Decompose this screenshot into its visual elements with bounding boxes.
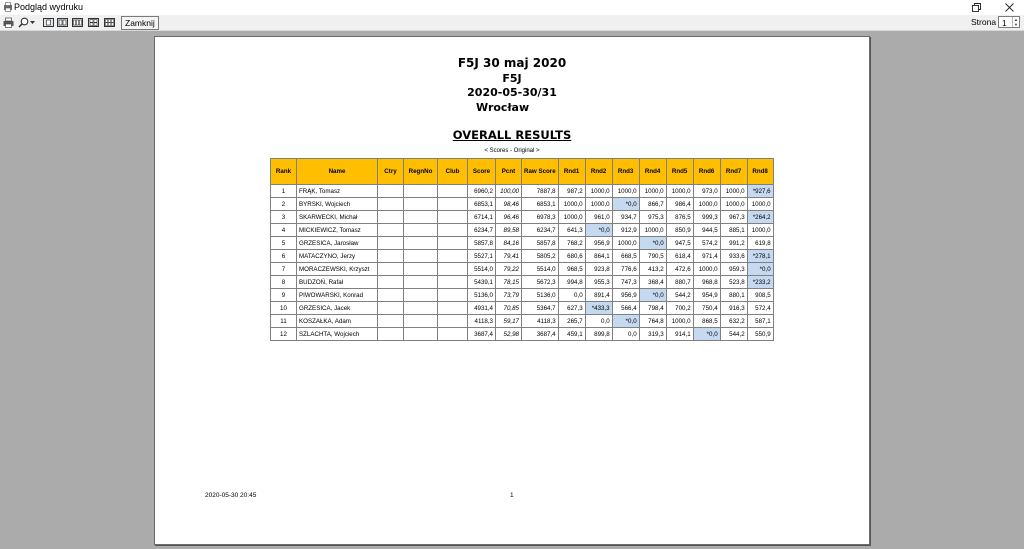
one-page-button[interactable]: [42, 16, 54, 29]
raw-score-cell: 5514,0: [522, 263, 559, 276]
score-cell: 6714,1: [468, 211, 496, 224]
round-6-cell: 973,0: [693, 185, 720, 198]
table-row: [271, 276, 774, 289]
club-cell: [438, 328, 468, 341]
scores-subtitle: < Scores - Original >: [484, 148, 540, 154]
three-pages-icon: [72, 17, 83, 28]
name-cell: BUDZOŃ, Rafał: [297, 276, 378, 289]
round-3-cell: *0,0: [612, 315, 639, 328]
raw-score-cell: 6978,3: [522, 211, 559, 224]
regno-cell: [404, 328, 438, 341]
round-3-cell: 776,6: [612, 263, 639, 276]
country-cell: [378, 263, 404, 276]
country-cell: [378, 302, 404, 315]
raw-score-cell: 5364,7: [522, 302, 559, 315]
round-1-cell: 0,0: [558, 289, 585, 302]
rank-cell: 4: [271, 224, 297, 237]
raw-score-cell: 7887,8: [522, 185, 559, 198]
two-pages-icon: [57, 17, 68, 28]
club-cell: [438, 289, 468, 302]
club-cell: [438, 185, 468, 198]
round-1-cell: 987,2: [558, 185, 585, 198]
regno-cell: [404, 302, 438, 315]
round-1-cell: 459,1: [558, 328, 585, 341]
score-cell: 4931,4: [468, 302, 496, 315]
round-6-cell: 750,4: [693, 302, 720, 315]
column-header: Score: [468, 159, 496, 185]
page-number-value: 1: [1002, 18, 1007, 28]
country-cell: [378, 250, 404, 263]
club-cell: [438, 263, 468, 276]
results-table: [270, 158, 774, 341]
country-cell: [378, 328, 404, 341]
close-icon: [1005, 3, 1014, 12]
round-3-cell: 668,5: [612, 250, 639, 263]
round-1-cell: 768,2: [558, 237, 585, 250]
round-6-cell: 954,9: [693, 289, 720, 302]
name-cell: SKARWECKI, Michał: [297, 211, 378, 224]
rank-cell: 3: [271, 211, 297, 224]
round-2-cell: 899,8: [585, 328, 612, 341]
round-3-cell: 934,7: [612, 211, 639, 224]
name-cell: MICKIEWICZ, Tomasz: [297, 224, 378, 237]
club-cell: [438, 211, 468, 224]
rank-cell: 7: [271, 263, 297, 276]
round-5-cell: 544,2: [666, 289, 693, 302]
round-1-cell: 680,6: [558, 250, 585, 263]
round-5-cell: 947,5: [666, 237, 693, 250]
column-header: Raw Score: [522, 159, 559, 185]
rank-cell: 11: [271, 315, 297, 328]
raw-score-cell: 4118,3: [522, 315, 559, 328]
score-cell: 5439,1: [468, 276, 496, 289]
round-5-cell: 618,4: [666, 250, 693, 263]
table-row: [271, 198, 774, 211]
round-3-cell: *0,0: [612, 198, 639, 211]
regno-cell: [404, 211, 438, 224]
report-venue: Wrocław: [476, 101, 530, 114]
score-cell: 6960,2: [468, 185, 496, 198]
four-pages-icon: [88, 17, 99, 28]
round-5-cell: 700,2: [666, 302, 693, 315]
footer-datetime: 2020-05-30 20:45: [205, 492, 257, 499]
round-7-cell: 1000,0: [720, 198, 747, 211]
club-cell: [438, 302, 468, 315]
round-2-cell: *0,0: [585, 224, 612, 237]
column-header: Rank: [271, 159, 297, 185]
name-cell: MATACZYNO, Jerzy: [297, 250, 378, 263]
report-class: F5J: [502, 72, 522, 85]
percent-cell: 79,41: [496, 250, 522, 263]
close-window-button[interactable]: [995, 0, 1023, 15]
column-header: Rnd5: [666, 159, 693, 185]
table-row: [271, 302, 774, 315]
round-5-cell: 876,5: [666, 211, 693, 224]
name-cell: BYRSKI, Wojciech: [297, 198, 378, 211]
report-title: F5J 30 maj 2020: [457, 56, 567, 70]
name-cell: SZLACHTA, Wojciech: [297, 328, 378, 341]
percent-cell: 52,98: [496, 328, 522, 341]
rank-cell: 12: [271, 328, 297, 341]
column-header: Rnd7: [720, 159, 747, 185]
percent-cell: 78,15: [496, 276, 522, 289]
country-cell: [378, 224, 404, 237]
round-8-cell: *927,6: [747, 185, 773, 198]
round-8-cell: 908,5: [747, 289, 773, 302]
club-cell: [438, 237, 468, 250]
name-cell: MORACZEWSKI, Krzyszt: [297, 263, 378, 276]
raw-score-cell: 5672,3: [522, 276, 559, 289]
name-cell: FRĄK, Tomasz: [297, 185, 378, 198]
rank-cell: 10: [271, 302, 297, 315]
round-1-cell: 968,5: [558, 263, 585, 276]
column-header: Name: [297, 159, 378, 185]
round-8-cell: 1000,0: [747, 198, 773, 211]
column-header: Rnd1: [558, 159, 585, 185]
restore-button[interactable]: [962, 0, 990, 15]
round-1-cell: 994,8: [558, 276, 585, 289]
round-4-cell: 790,5: [639, 250, 666, 263]
round-2-cell: 1000,0: [585, 185, 612, 198]
round-3-cell: 956,9: [612, 289, 639, 302]
rank-cell: 5: [271, 237, 297, 250]
club-cell: [438, 315, 468, 328]
round-5-cell: 850,9: [666, 224, 693, 237]
rank-cell: 6: [271, 250, 297, 263]
table-row: [271, 237, 774, 250]
round-8-cell: 550,9: [747, 328, 773, 341]
table-row: [271, 315, 774, 328]
round-8-cell: 572,4: [747, 302, 773, 315]
round-7-cell: 544,2: [720, 328, 747, 341]
round-6-cell: 868,5: [693, 315, 720, 328]
table-row: [271, 185, 774, 198]
preview-page: [154, 36, 870, 545]
percent-cell: 96,46: [496, 211, 522, 224]
two-pages-button[interactable]: [56, 16, 68, 29]
rank-cell: 2: [271, 198, 297, 211]
round-7-cell: 933,6: [720, 250, 747, 263]
name-cell: PIWOWARSKI, Konrad: [297, 289, 378, 302]
round-4-cell: 798,4: [639, 302, 666, 315]
page-label: Strona: [971, 17, 997, 27]
regno-cell: [404, 263, 438, 276]
country-cell: [378, 315, 404, 328]
score-cell: 6853,1: [468, 198, 496, 211]
round-1-cell: 1000,0: [558, 211, 585, 224]
report-dates: 2020-05-30/31: [467, 86, 557, 99]
column-header: Rnd4: [639, 159, 666, 185]
round-7-cell: 916,3: [720, 302, 747, 315]
percent-cell: 73,79: [496, 289, 522, 302]
round-7-cell: 991,2: [720, 237, 747, 250]
percent-cell: 70,85: [496, 302, 522, 315]
three-pages-button[interactable]: [71, 16, 83, 29]
score-cell: 3687,4: [468, 328, 496, 341]
regno-cell: [404, 250, 438, 263]
rank-cell: 9: [271, 289, 297, 302]
regno-cell: [404, 224, 438, 237]
country-cell: [378, 198, 404, 211]
raw-score-cell: 3687,4: [522, 328, 559, 341]
round-5-cell: 1000,0: [666, 315, 693, 328]
round-8-cell: *278,1: [747, 250, 773, 263]
round-2-cell: 1000,0: [585, 198, 612, 211]
regno-cell: [404, 185, 438, 198]
regno-cell: [404, 198, 438, 211]
round-3-cell: 912,9: [612, 224, 639, 237]
round-7-cell: 959,3: [720, 263, 747, 276]
column-header: Rnd2: [585, 159, 612, 185]
round-5-cell: 914,1: [666, 328, 693, 341]
country-cell: [378, 276, 404, 289]
rank-cell: 1: [271, 185, 297, 198]
regno-cell: [404, 237, 438, 250]
column-header: Rnd8: [747, 159, 773, 185]
six-pages-icon: [104, 17, 115, 28]
round-2-cell: 0,0: [585, 315, 612, 328]
preview-toolbar: [0, 15, 1024, 31]
regno-cell: [404, 276, 438, 289]
round-2-cell: 923,8: [585, 263, 612, 276]
column-header: Rnd6: [693, 159, 720, 185]
round-7-cell: 523,8: [720, 276, 747, 289]
round-2-cell: 956,9: [585, 237, 612, 250]
spin-arrows-icon[interactable]: ▲ ▼: [1012, 17, 1019, 27]
country-cell: [378, 237, 404, 250]
round-6-cell: 971,4: [693, 250, 720, 263]
percent-cell: 89,58: [496, 224, 522, 237]
round-5-cell: 986,4: [666, 198, 693, 211]
name-cell: KOSZAŁKA, Adam: [297, 315, 378, 328]
round-5-cell: 880,7: [666, 276, 693, 289]
print-button[interactable]: [2, 16, 14, 29]
table-row: [271, 250, 774, 263]
country-cell: [378, 185, 404, 198]
column-header: Club: [438, 159, 468, 185]
round-6-cell: *0,0: [693, 328, 720, 341]
round-1-cell: 627,3: [558, 302, 585, 315]
round-8-cell: *233,2: [747, 276, 773, 289]
round-5-cell: 472,6: [666, 263, 693, 276]
round-3-cell: 566,4: [612, 302, 639, 315]
score-cell: 6234,7: [468, 224, 496, 237]
round-4-cell: 764,8: [639, 315, 666, 328]
six-pages-button[interactable]: [103, 16, 115, 29]
column-header: Pcnt: [496, 159, 522, 185]
raw-score-cell: 6853,1: [522, 198, 559, 211]
magnifier-icon: [18, 17, 29, 28]
column-header: Rnd3: [612, 159, 639, 185]
four-pages-button[interactable]: [87, 16, 99, 29]
round-2-cell: 961,0: [585, 211, 612, 224]
round-1-cell: 641,3: [558, 224, 585, 237]
regno-cell: [404, 315, 438, 328]
chevron-down-icon: [30, 21, 35, 25]
round-2-cell: *433,3: [585, 302, 612, 315]
round-4-cell: *0,0: [639, 289, 666, 302]
round-6-cell: 944,5: [693, 224, 720, 237]
round-6-cell: 1000,0: [693, 198, 720, 211]
table-row: [271, 224, 774, 237]
score-cell: 5527,1: [468, 250, 496, 263]
name-cell: GRZESICA, Jacek: [297, 302, 378, 315]
percent-cell: 98,46: [496, 198, 522, 211]
column-header: RegnNo: [404, 159, 438, 185]
round-2-cell: 955,3: [585, 276, 612, 289]
round-6-cell: 999,3: [693, 211, 720, 224]
round-8-cell: *264,2: [747, 211, 773, 224]
page-number-stepper[interactable]: [998, 16, 1020, 28]
score-cell: 5136,0: [468, 289, 496, 302]
round-6-cell: 1000,0: [693, 263, 720, 276]
round-7-cell: 1000,0: [720, 185, 747, 198]
print-preview-app-icon: [3, 2, 13, 12]
club-cell: [438, 224, 468, 237]
round-3-cell: 1000,0: [612, 237, 639, 250]
window-title: Podgląd wydruku: [14, 2, 84, 12]
percent-cell: 59,17: [496, 315, 522, 328]
country-cell: [378, 211, 404, 224]
club-cell: [438, 250, 468, 263]
country-cell: [378, 289, 404, 302]
club-cell: [438, 198, 468, 211]
percent-cell: 100,00: [496, 185, 522, 198]
round-3-cell: 1000,0: [612, 185, 639, 198]
rank-cell: 8: [271, 276, 297, 289]
round-5-cell: 1000,0: [666, 185, 693, 198]
round-6-cell: 968,8: [693, 276, 720, 289]
score-cell: 5514,0: [468, 263, 496, 276]
round-8-cell: 619,8: [747, 237, 773, 250]
raw-score-cell: 5136,0: [522, 289, 559, 302]
raw-score-cell: 6234,7: [522, 224, 559, 237]
results-header-row: [271, 159, 774, 185]
round-2-cell: 891,4: [585, 289, 612, 302]
printer-icon: [3, 17, 14, 28]
percent-cell: 84,16: [496, 237, 522, 250]
score-cell: 4118,3: [468, 315, 496, 328]
name-cell: GRZESICA, Jarosław: [297, 237, 378, 250]
round-3-cell: 0,0: [612, 328, 639, 341]
round-4-cell: 975,3: [639, 211, 666, 224]
round-7-cell: 880,1: [720, 289, 747, 302]
round-1-cell: 265,7: [558, 315, 585, 328]
window-titlebar: [0, 0, 1024, 15]
column-header: Ctry: [378, 159, 404, 185]
zoom-dropdown-button[interactable]: [16, 16, 36, 29]
round-3-cell: 747,3: [612, 276, 639, 289]
round-4-cell: 368,4: [639, 276, 666, 289]
round-8-cell: 587,1: [747, 315, 773, 328]
score-cell: 5857,8: [468, 237, 496, 250]
round-8-cell: *0,0: [747, 263, 773, 276]
one-page-icon: [43, 17, 54, 28]
regno-cell: [404, 289, 438, 302]
round-4-cell: 866,7: [639, 198, 666, 211]
round-4-cell: *0,0: [639, 237, 666, 250]
round-4-cell: 1000,0: [639, 224, 666, 237]
table-row: [271, 211, 774, 224]
round-6-cell: 574,2: [693, 237, 720, 250]
round-4-cell: 413,2: [639, 263, 666, 276]
raw-score-cell: 5857,8: [522, 237, 559, 250]
round-7-cell: 632,2: [720, 315, 747, 328]
round-2-cell: 864,1: [585, 250, 612, 263]
round-7-cell: 885,1: [720, 224, 747, 237]
round-4-cell: 1000,0: [639, 185, 666, 198]
raw-score-cell: 5805,2: [522, 250, 559, 263]
footer-page-number: 1: [510, 492, 514, 499]
table-row: [271, 289, 774, 302]
table-row: [271, 328, 774, 341]
round-8-cell: 1000,0: [747, 224, 773, 237]
round-1-cell: 1000,0: [558, 198, 585, 211]
overall-results-heading: OVERALL RESULTS: [452, 128, 572, 142]
close-preview-button[interactable]: Zamknij: [121, 16, 159, 30]
table-row: [271, 263, 774, 276]
round-7-cell: 967,3: [720, 211, 747, 224]
club-cell: [438, 276, 468, 289]
percent-cell: 79,22: [496, 263, 522, 276]
round-4-cell: 319,3: [639, 328, 666, 341]
restore-icon: [972, 3, 981, 12]
